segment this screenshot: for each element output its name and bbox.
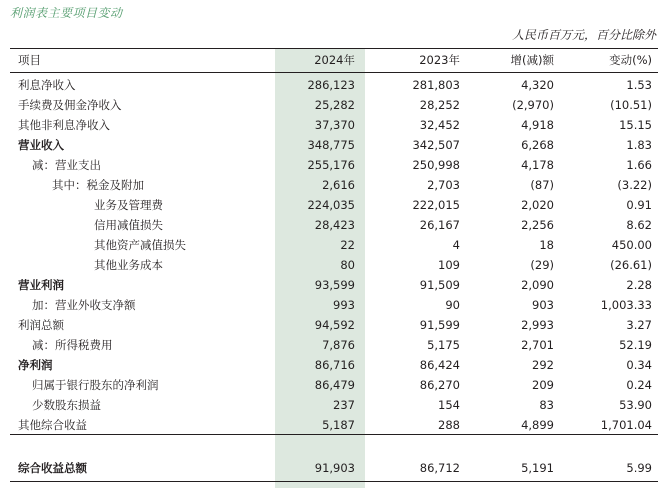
value-2024: 237: [333, 398, 355, 412]
row-label: 加：营业外收支净额: [32, 298, 136, 312]
value-pct: 53.90: [619, 398, 652, 412]
value-2023: 91,509: [419, 278, 460, 292]
row-label: 净利润: [18, 358, 53, 372]
value-2024: 348,775: [307, 138, 355, 152]
value-pct: (10.51): [610, 98, 652, 112]
value-change: 6,268: [521, 138, 554, 152]
header-rule: [10, 72, 658, 73]
table-row: [10, 295, 658, 315]
table-row: [10, 215, 658, 235]
value-2023: 32,452: [419, 118, 460, 132]
value-2024: 5,187: [322, 418, 355, 432]
value-2023: 86,270: [419, 378, 460, 392]
table-row: [10, 255, 658, 275]
value-pct: 3.27: [626, 318, 652, 332]
value-change: 4,320: [521, 78, 554, 92]
value-2024: 37,370: [314, 118, 355, 132]
total-label: 综合收益总额: [18, 461, 87, 475]
value-change: (2,970): [512, 98, 554, 112]
value-2024: 2,616: [322, 178, 355, 192]
value-pct: 1.53: [626, 78, 652, 92]
total-2024: 91,903: [314, 461, 355, 475]
header-2024: 2024年: [314, 53, 355, 67]
value-change: (87): [530, 178, 554, 192]
value-change: 4,178: [521, 158, 554, 172]
value-2023: 90: [445, 298, 460, 312]
value-pct: 0.24: [626, 378, 652, 392]
value-2023: 86,424: [419, 358, 460, 372]
report-title: 利润表主要项目变动: [10, 6, 123, 20]
value-2024: 993: [333, 298, 355, 312]
value-pct: 52.19: [619, 338, 652, 352]
header-2023: 2023年: [419, 53, 460, 67]
row-label: 利息净收入: [18, 78, 76, 92]
income-statement-table: [10, 48, 658, 492]
value-2023: 109: [438, 258, 460, 272]
value-2023: 5,175: [427, 338, 460, 352]
value-pct: 0.91: [626, 198, 652, 212]
value-change: 209: [532, 378, 554, 392]
value-change: 2,256: [521, 218, 554, 232]
table-row: [10, 155, 658, 175]
table-row: [10, 375, 658, 395]
total-row: [10, 458, 658, 478]
row-label: 营业收入: [18, 138, 64, 152]
table-row: [10, 115, 658, 135]
row-label: 营业利润: [18, 278, 64, 292]
value-change: 2,090: [521, 278, 554, 292]
value-2024: 86,479: [314, 378, 355, 392]
total-change: 5,191: [521, 461, 554, 475]
value-2023: 222,015: [412, 198, 460, 212]
value-2024: 25,282: [314, 98, 355, 112]
value-pct: 8.62: [626, 218, 652, 232]
unit-note: 人民币百万元，百分比除外: [511, 28, 656, 42]
value-2024: 7,876: [322, 338, 355, 352]
value-pct: 1,701.04: [600, 418, 652, 432]
row-label: 其中：税金及附加: [52, 178, 144, 192]
value-2024: 224,035: [307, 198, 355, 212]
row-label: 其他业务成本: [94, 258, 163, 272]
value-change: 83: [539, 398, 554, 412]
value-2023: 154: [438, 398, 460, 412]
table-row: [10, 315, 658, 335]
table-bottom-rule: [10, 481, 658, 482]
value-2024: 93,599: [314, 278, 355, 292]
value-2024: 22: [340, 238, 355, 252]
row-label: 减：营业支出: [32, 158, 101, 172]
value-2024: 255,176: [307, 158, 355, 172]
header-change: 增(减)额: [510, 53, 554, 67]
table-row: [10, 75, 658, 95]
row-label: 减：所得税费用: [32, 338, 113, 352]
value-change: 903: [532, 298, 554, 312]
value-pct: 1,003.33: [600, 298, 652, 312]
value-pct: (3.22): [617, 178, 652, 192]
value-change: 2,701: [521, 338, 554, 352]
value-2024: 286,123: [307, 78, 355, 92]
table-row: [10, 135, 658, 155]
table-row: [10, 275, 658, 295]
value-pct: 450.00: [611, 238, 652, 252]
value-change: 2,020: [521, 198, 554, 212]
value-2023: 250,998: [412, 158, 460, 172]
header-item: 项目: [18, 53, 41, 67]
table-row: [10, 395, 658, 415]
row-label: 手续费及佣金净收入: [18, 98, 122, 112]
value-pct: 1.83: [626, 138, 652, 152]
table-header-row: [10, 50, 658, 70]
value-pct: 2.28: [626, 278, 652, 292]
value-2024: 86,716: [314, 358, 355, 372]
row-label: 归属于银行股东的净利润: [32, 378, 159, 392]
table-row: [10, 235, 658, 255]
total-top-rule: [10, 434, 658, 435]
table-row: [10, 415, 658, 435]
value-pct: 15.15: [619, 118, 652, 132]
value-2023: 26,167: [419, 218, 460, 232]
total-2023: 86,712: [419, 461, 460, 475]
value-pct: 1.66: [626, 158, 652, 172]
row-label: 利润总额: [18, 318, 64, 332]
row-label: 其他资产减值损失: [94, 238, 186, 252]
table-row: [10, 95, 658, 115]
value-change: (29): [530, 258, 554, 272]
value-change: 18: [539, 238, 554, 252]
value-2023: 4: [452, 238, 460, 252]
table-top-rule: [10, 48, 658, 49]
value-2024: 80: [340, 258, 355, 272]
value-pct: (26.61): [610, 258, 652, 272]
value-2023: 288: [438, 418, 460, 432]
table-row: [10, 175, 658, 195]
value-2023: 91,599: [419, 318, 460, 332]
row-label: 其他综合收益: [18, 418, 87, 432]
value-change: 292: [532, 358, 554, 372]
table-row: [10, 195, 658, 215]
table-row: [10, 335, 658, 355]
row-label: 业务及管理费: [94, 198, 163, 212]
value-2024: 28,423: [314, 218, 355, 232]
value-2024: 94,592: [314, 318, 355, 332]
value-2023: 28,252: [419, 98, 460, 112]
row-label: 其他非利息净收入: [18, 118, 110, 132]
value-change: 4,899: [521, 418, 554, 432]
row-label: 信用减值损失: [94, 218, 163, 232]
total-pct: 5.99: [626, 461, 652, 475]
table-row: [10, 355, 658, 375]
header-pct: 变动(%): [609, 53, 652, 67]
value-change: 4,918: [521, 118, 554, 132]
value-2023: 342,507: [412, 138, 460, 152]
value-2023: 2,703: [427, 178, 460, 192]
value-pct: 0.34: [626, 358, 652, 372]
value-change: 2,993: [521, 318, 554, 332]
row-label: 少数股东损益: [32, 398, 101, 412]
value-2023: 281,803: [412, 78, 460, 92]
